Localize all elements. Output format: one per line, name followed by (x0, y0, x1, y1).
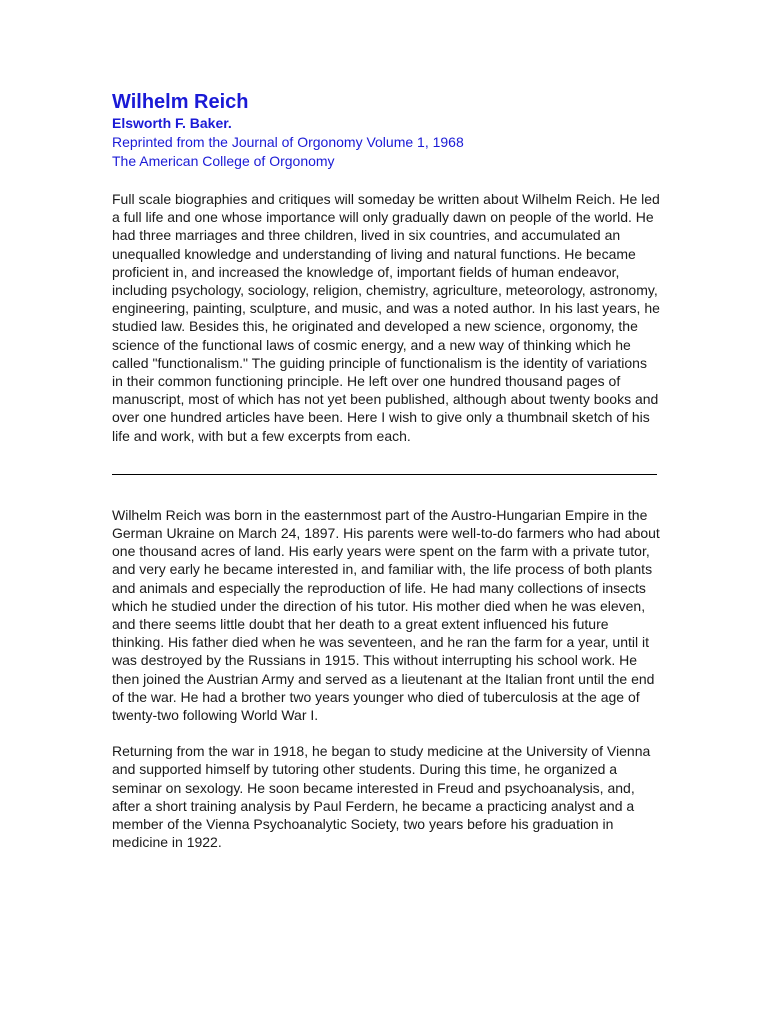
early-life-paragraph: Wilhelm Reich was born in the easternmost part of the Austro-Hungarian Empire in the German Ukraine on March 24, 1897. His parents were well-to-do farmers who had about one thousand acres of land. His early years were spent on the farm with a private tutor, and very early he became interested in, and familiar with, the life process of both plants and animals and especially the reproduction of life. He had many collections of insects which he studied under the direction of his tutor. His mother died when he was eleven, and there seems little doubt that her death to a great extent influenced his future thinking. His father died when he was seventeen, and he ran the farm for a year, until it was destroyed by the Russians in 1915. This without interrupting his school work. He then joined the Austrian Army and served as a lieutenant at the Italian front until the end of the war. He had a brother two years younger who died of tuberculosis at the age of twenty-two following World War I. (112, 506, 660, 724)
source-citation: Reprinted from the Journal of Orgonomy Volume 1, 1968 (112, 134, 464, 150)
intro-paragraph: Full scale biographies and critiques will someday be written about Wilhelm Reich. He led a full life and one whose importance will only gradually dawn on people of the world. He had three marriages and three children, lived in six countries, and accumulated an unequalled knowledge and understanding of living and natural functions. He became proficient in, and increased the knowledge of, important fields of human endeavor, including psychology, sociology, religion, chemistry, agriculture, meteorology, astronomy, engineering, painting, sculpture, and music, and was a noted author. In his last years, he studied law. Besides this, he originated and developed a new science, orgonomy, the science of the functional laws of cosmic energy, and a new way of thinking which he called "functionalism." The guiding principle of functionalism is the identity of variations in their common functioning principle. He left over one hundred thousand pages of manuscript, most of which has not yet been published, although about twenty books and over one hundred articles have been. Here I wish to give only a thumbnail sketch of his life and work, with but a few excerpts from each. (112, 191, 660, 444)
section-divider (112, 474, 657, 475)
author-name: Elsworth F. Baker. (112, 115, 232, 131)
medical-education-paragraph: Returning from the war in 1918, he began to study medicine at the University of Vienna and supported himself by tutoring other students. During this time, he organized a seminar on sexology. He soon became interested in Freud and psychoanalysis, and, after a short training analysis by Paul Ferdern, he became a practicing analyst and a member of the Vienna Psychoanalytic Society, two years before his graduation in medicine in 1922. (112, 743, 651, 851)
document-page (112, 90, 660, 852)
document-title: Wilhelm Reich (112, 91, 249, 113)
source-organization: The American College of Orgonomy (112, 153, 335, 169)
